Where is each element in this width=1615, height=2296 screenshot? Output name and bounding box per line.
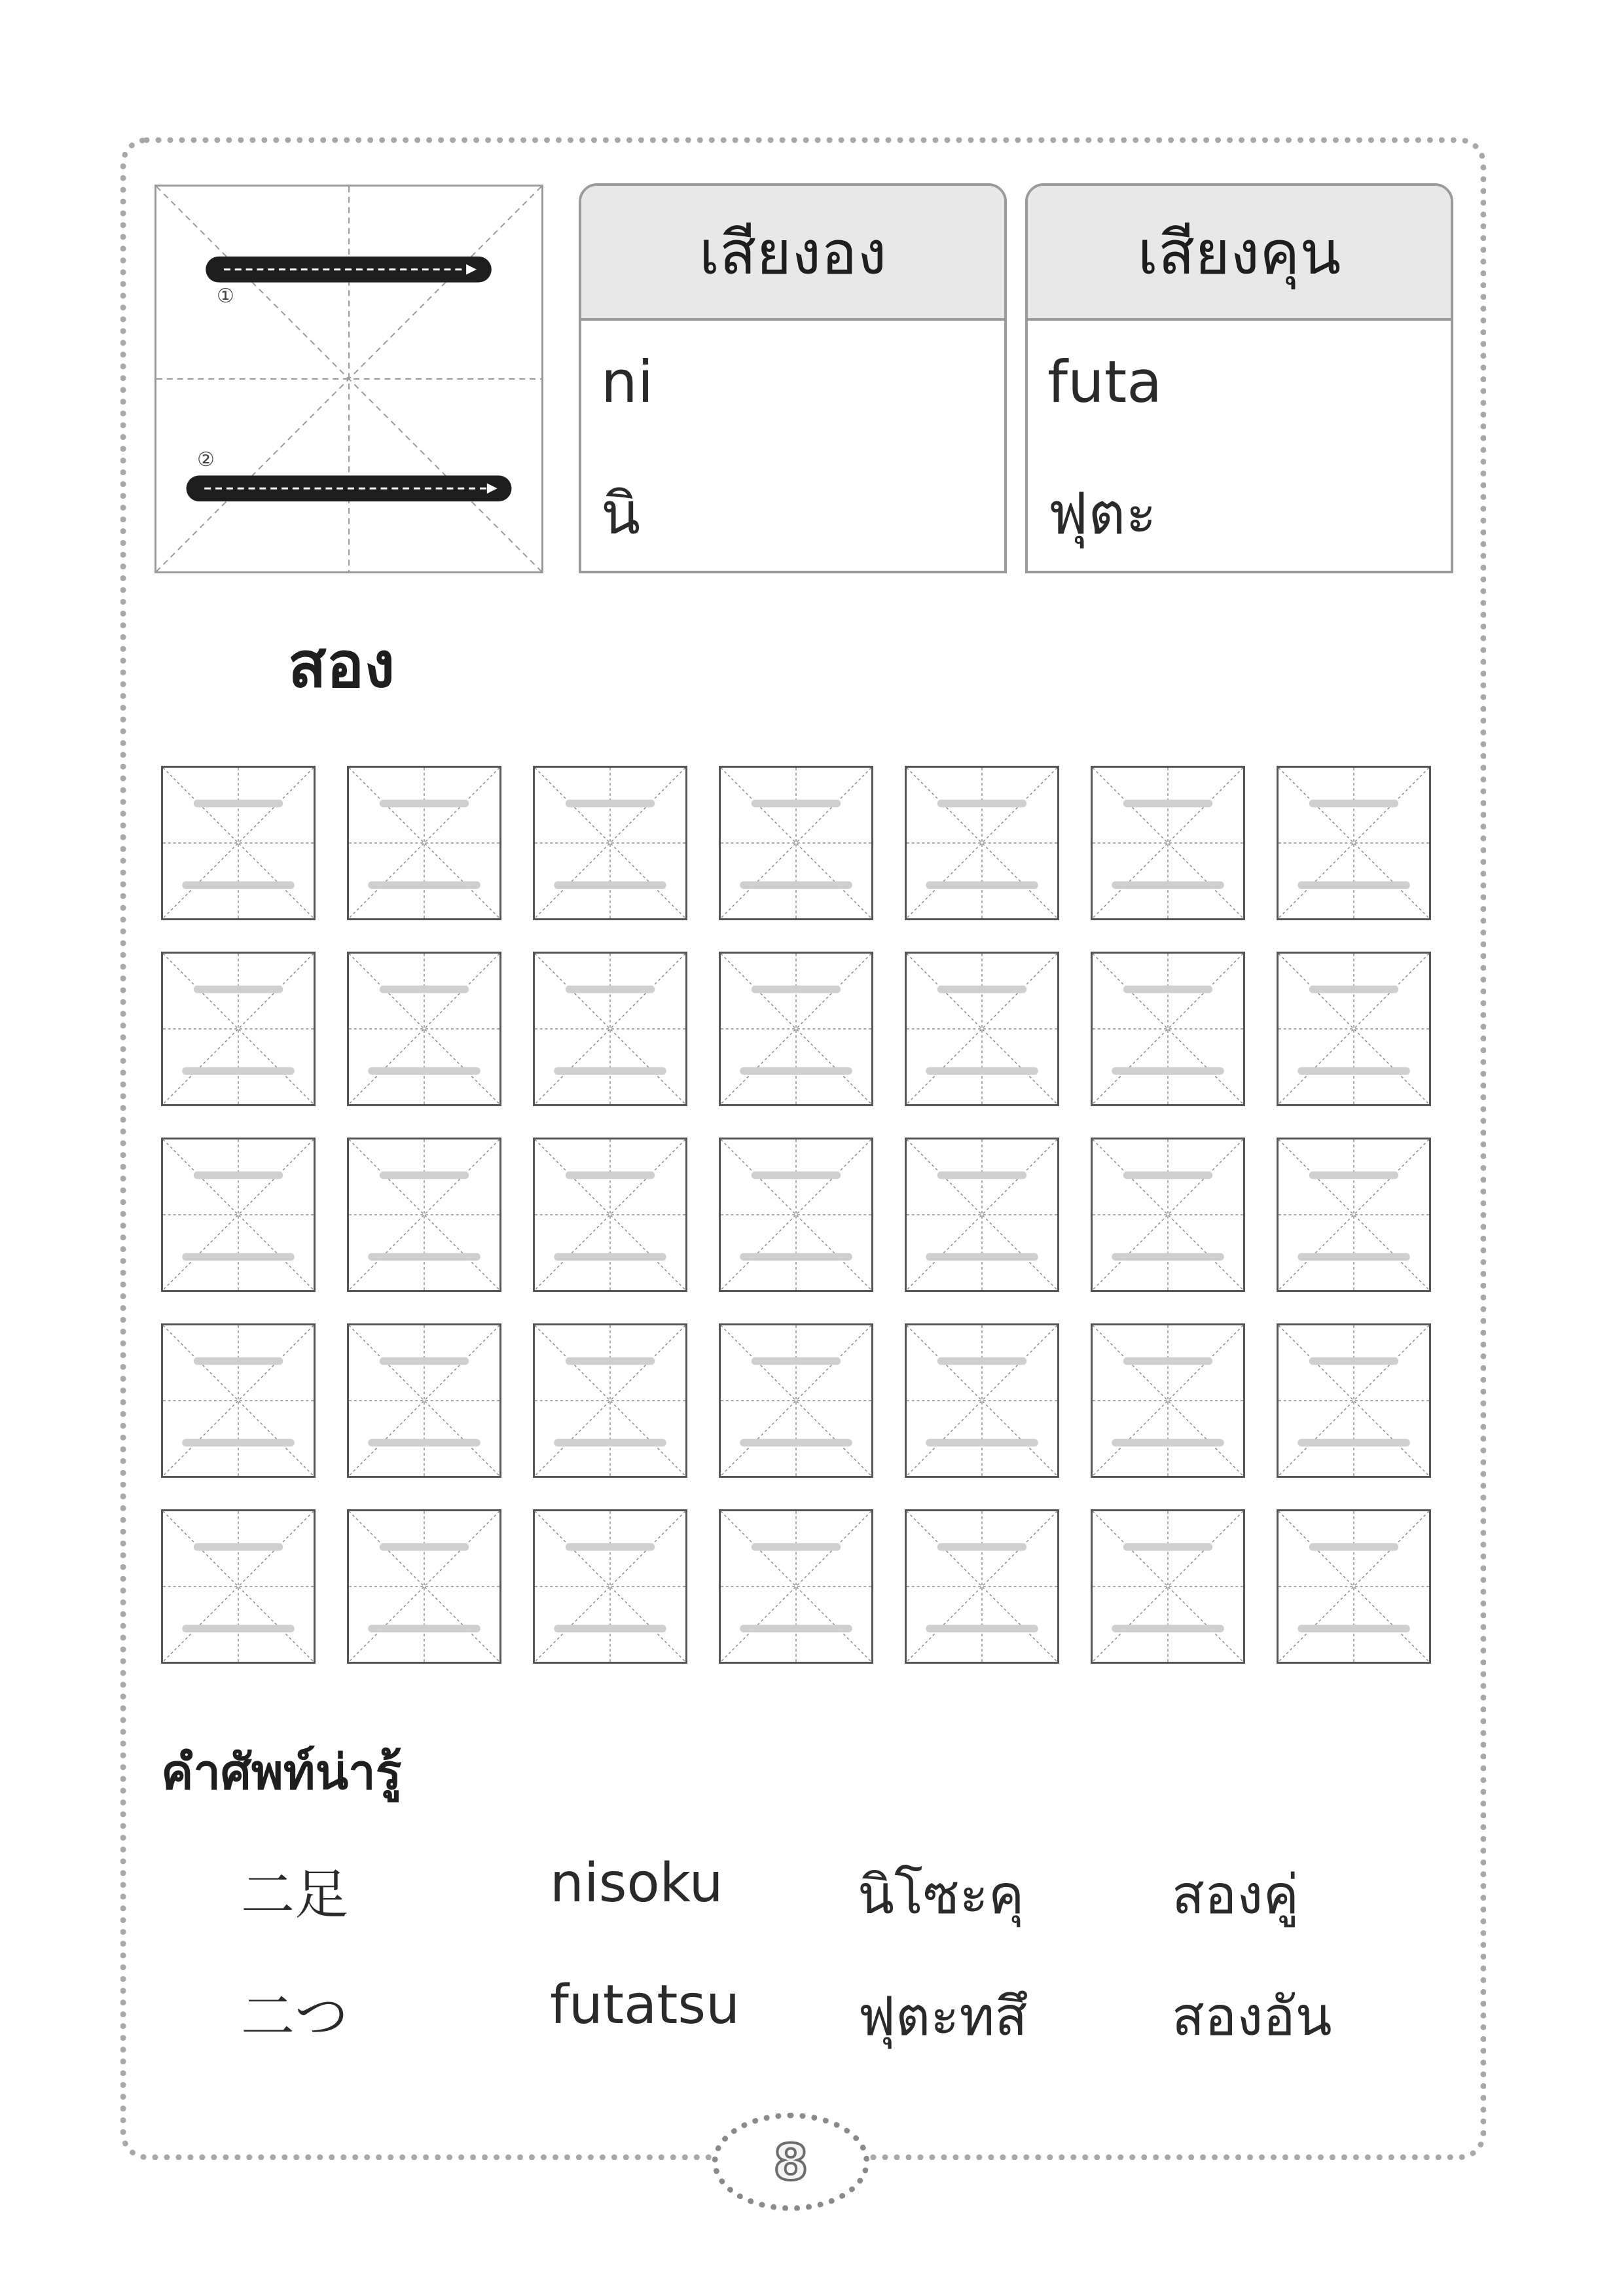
practice-cell[interactable] (347, 952, 501, 1106)
practice-cell[interactable] (347, 1509, 501, 1664)
practice-cell[interactable] (719, 952, 873, 1106)
practice-guide (163, 1325, 314, 1476)
practice-guide (907, 768, 1057, 918)
vocab-title: คำศัพท์น่ารู้ (161, 1744, 402, 1801)
practice-cell[interactable] (533, 1323, 687, 1478)
practice-guide (1279, 768, 1429, 918)
practice-guide (907, 1325, 1057, 1476)
practice-guide (907, 954, 1057, 1104)
practice-cell[interactable] (1277, 1323, 1431, 1478)
on-reading-romaji: ni (601, 348, 654, 416)
on-reading-header: เสียงอง (581, 186, 1004, 321)
practice-guide (1093, 1139, 1243, 1290)
practice-guide (721, 1511, 871, 1662)
vocab-romaji: nisoku (550, 1852, 723, 1914)
stroke-order-box (154, 185, 543, 573)
practice-cell[interactable] (1091, 766, 1245, 920)
on-reading-card (579, 183, 1007, 573)
practice-guide (349, 1139, 499, 1290)
practice-cell[interactable] (161, 1323, 316, 1478)
practice-guide (163, 954, 314, 1104)
practice-cell[interactable] (161, 1509, 316, 1664)
practice-cell[interactable] (905, 952, 1059, 1106)
practice-guide (721, 954, 871, 1104)
practice-guide (1093, 954, 1243, 1104)
practice-cell[interactable] (161, 952, 316, 1106)
practice-guide (163, 1139, 314, 1290)
vocab-kanji: 二足 (241, 1864, 349, 1926)
page-number-badge (712, 2113, 869, 2211)
practice-cell[interactable] (905, 766, 1059, 920)
kanji-meaning: สอง (288, 628, 395, 702)
vocab-row (0, 1852, 1615, 1931)
stroke-number-1: ① (217, 285, 234, 308)
practice-cell[interactable] (1277, 766, 1431, 920)
practice-cell[interactable] (1091, 1323, 1245, 1478)
practice-guide (349, 1511, 499, 1662)
practice-guide (535, 1325, 685, 1476)
vocab-row (0, 1974, 1615, 2053)
practice-guide (163, 1511, 314, 1662)
practice-guide (907, 1139, 1057, 1290)
stroke-order-diagram (156, 187, 541, 571)
vocab-meaning: สองคู่ (1172, 1864, 1299, 1926)
practice-cell[interactable] (905, 1138, 1059, 1292)
practice-cell[interactable] (719, 1323, 873, 1478)
practice-cell[interactable] (1091, 1138, 1245, 1292)
practice-cell[interactable] (1277, 1509, 1431, 1664)
practice-cell[interactable] (1277, 1138, 1431, 1292)
vocab-thai: ฟุตะทสึ (858, 1986, 1028, 2048)
practice-guide (1279, 954, 1429, 1104)
practice-guide (1093, 1325, 1243, 1476)
practice-cell[interactable] (1091, 952, 1245, 1106)
practice-guide (1279, 1139, 1429, 1290)
practice-cell[interactable] (905, 1509, 1059, 1664)
practice-guide (721, 768, 871, 918)
practice-guide (349, 768, 499, 918)
practice-guide (1093, 1511, 1243, 1662)
practice-guide (1279, 1325, 1429, 1476)
practice-guide (349, 1325, 499, 1476)
vocab-kanji: 二つ (241, 1986, 349, 2048)
practice-cell[interactable] (347, 766, 501, 920)
practice-guide (535, 1511, 685, 1662)
practice-cell[interactable] (347, 1138, 501, 1292)
vocab-thai: นิโซะคุ (858, 1864, 1025, 1926)
practice-cell[interactable] (905, 1323, 1059, 1478)
practice-guide (163, 768, 314, 918)
kun-reading-header: เสียงคุน (1028, 186, 1451, 321)
practice-cell[interactable] (347, 1323, 501, 1478)
kun-reading-card (1025, 183, 1453, 573)
kun-reading-romaji: futa (1047, 348, 1163, 416)
vocab-romaji: futatsu (550, 1974, 740, 2036)
practice-guide (721, 1139, 871, 1290)
practice-cell[interactable] (161, 1138, 316, 1292)
practice-guide (535, 768, 685, 918)
practice-guide (721, 1325, 871, 1476)
page-number: 8 (773, 2132, 808, 2191)
practice-cell[interactable] (533, 766, 687, 920)
practice-cell[interactable] (533, 952, 687, 1106)
on-reading-thai: นิ (601, 480, 641, 547)
practice-cell[interactable] (719, 766, 873, 920)
practice-guide (349, 954, 499, 1104)
practice-guide (907, 1511, 1057, 1662)
vocab-meaning: สองอัน (1172, 1986, 1332, 2048)
practice-cell[interactable] (719, 1138, 873, 1292)
practice-cell[interactable] (161, 766, 316, 920)
practice-cell[interactable] (533, 1509, 687, 1664)
stroke-number-2: ② (197, 448, 215, 471)
practice-guide (535, 1139, 685, 1290)
kun-reading-thai: ฟุตะ (1047, 480, 1157, 547)
practice-guide (1093, 768, 1243, 918)
practice-cell[interactable] (1091, 1509, 1245, 1664)
practice-cell[interactable] (1277, 952, 1431, 1106)
practice-cell[interactable] (719, 1509, 873, 1664)
practice-guide (1279, 1511, 1429, 1662)
practice-guide (535, 954, 685, 1104)
practice-cell[interactable] (533, 1138, 687, 1292)
